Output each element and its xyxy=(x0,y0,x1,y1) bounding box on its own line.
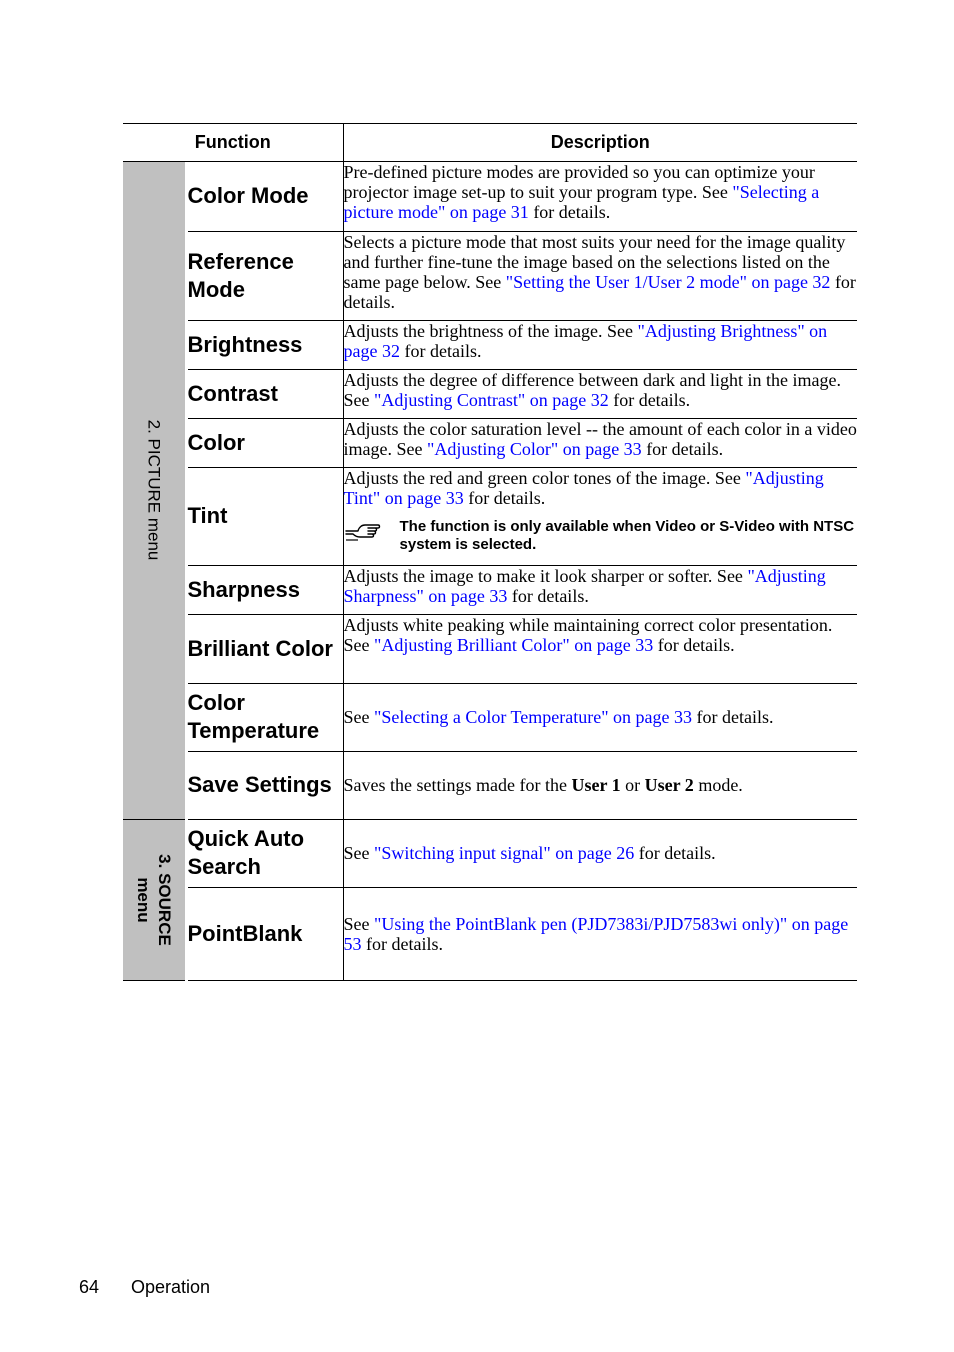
function-description: Selects a picture mode that most suits your need for the image quality and further fine-tune the image based on the selections listed on the same page below. See "Setting the User 1/User 2 mode" on page 32 for details. xyxy=(343,231,857,320)
function-description: Pre-defined picture modes are provided so you can optimize your projector image set-up to suit your program type. See "Selecting a picture mode" on page 31 for details. xyxy=(343,162,857,231)
header-description: Description xyxy=(343,124,857,162)
cross-reference-link[interactable]: "Using the PointBlank pen (PJD7383i/PJD7583wi only)" on page 53 xyxy=(343,913,849,954)
category-label-picture: 2. PICTURE menu xyxy=(144,419,164,561)
table-row xyxy=(123,565,857,614)
function-name: Save Settings xyxy=(186,751,343,819)
cross-reference-link[interactable]: "Setting the User 1/User 2 mode" on page 32 xyxy=(505,271,831,292)
function-name: Quick Auto Search xyxy=(186,819,343,887)
function-description: Adjusts the image to make it look sharper or softer. See "Adjusting Sharpness" on page 33 for details. xyxy=(343,565,857,614)
function-description: Adjusts the red and green color tones of the image. See "Adjusting Tint" on page 33 for details. The function is only available when Video or S-Video with NTSC system is selected. xyxy=(343,467,857,565)
category-picture-menu xyxy=(123,162,186,819)
cross-reference-link[interactable]: "Adjusting Brightness" on page 32 xyxy=(343,320,828,361)
function-name: Contrast xyxy=(186,369,343,418)
section-name: Operation xyxy=(131,1277,211,1297)
table-row xyxy=(123,231,857,320)
function-description: Saves the settings made for the User 1 or User 2 mode. xyxy=(343,751,857,819)
function-description: Adjusts white peaking while maintaining correct color presentation. See "Adjusting Brilliant Color" on page 33 for details. xyxy=(343,614,857,683)
cross-reference-link[interactable]: "Adjusting Brilliant Color" on page 33 xyxy=(374,634,654,655)
cross-reference-link[interactable]: "Adjusting Sharpness" on page 33 xyxy=(343,565,826,606)
header-function: Function xyxy=(123,124,343,162)
cross-reference-link[interactable]: "Adjusting Color" on page 33 xyxy=(427,438,642,459)
function-name: Color Temperature xyxy=(186,683,343,751)
category-label-source: 3. SOURCE menu xyxy=(133,853,174,946)
function-description: Adjusts the brightness of the image. See "Adjusting Brightness" on page 32 for details. xyxy=(343,320,857,369)
function-description: See "Selecting a Color Temperature" on page 33 for details. xyxy=(343,683,857,751)
table-row xyxy=(123,887,857,980)
function-name: PointBlank xyxy=(186,887,343,980)
note-block xyxy=(344,518,858,558)
function-description: See "Switching input signal" on page 26 for details. xyxy=(343,819,857,887)
cross-reference-link[interactable]: "Switching input signal" on page 26 xyxy=(374,843,635,863)
cross-reference-link[interactable]: "Selecting a picture mode" on page 31 xyxy=(343,182,820,222)
function-name: Color xyxy=(186,418,343,467)
table-row xyxy=(123,467,857,565)
cross-reference-link[interactable]: "Adjusting Tint" on page 33 xyxy=(343,467,824,508)
table-row xyxy=(123,162,857,231)
function-description: Adjusts the color saturation level -- the amount of each color in a video image. See "Adjusting Color" on page 33 for details. xyxy=(343,418,857,467)
table-row xyxy=(123,418,857,467)
pointing-hand-icon xyxy=(344,518,386,548)
function-name: Color Mode xyxy=(186,162,343,231)
table-row xyxy=(123,369,857,418)
table-row xyxy=(123,683,857,751)
function-description: Adjusts the degree of difference between dark and light in the image. See "Adjusting Contrast" on page 32 for details. xyxy=(343,369,857,418)
table-row xyxy=(123,751,857,819)
function-name: Reference Mode xyxy=(186,231,343,320)
function-name: Tint xyxy=(186,467,343,565)
function-name: Brightness xyxy=(186,320,343,369)
table-header-row xyxy=(123,124,857,162)
table-row xyxy=(123,819,857,887)
table-row xyxy=(123,614,857,683)
menu-function-table xyxy=(123,123,857,981)
category-source-menu xyxy=(123,819,186,980)
function-name: Sharpness xyxy=(186,565,343,614)
note-text: The function is only available when Video or S-Video with NTSC system is selected. xyxy=(399,517,855,553)
cross-reference-link[interactable]: "Selecting a Color Temperature" on page 33 xyxy=(374,707,693,727)
table-row xyxy=(123,320,857,369)
function-description: See "Using the PointBlank pen (PJD7383i/PJD7583wi only)" on page 53 for details. xyxy=(343,887,857,980)
page-number: 64 xyxy=(79,1277,100,1297)
cross-reference-link[interactable]: "Adjusting Contrast" on page 32 xyxy=(374,389,609,410)
page-footer xyxy=(79,1277,210,1298)
function-name: Brilliant Color xyxy=(186,614,343,683)
